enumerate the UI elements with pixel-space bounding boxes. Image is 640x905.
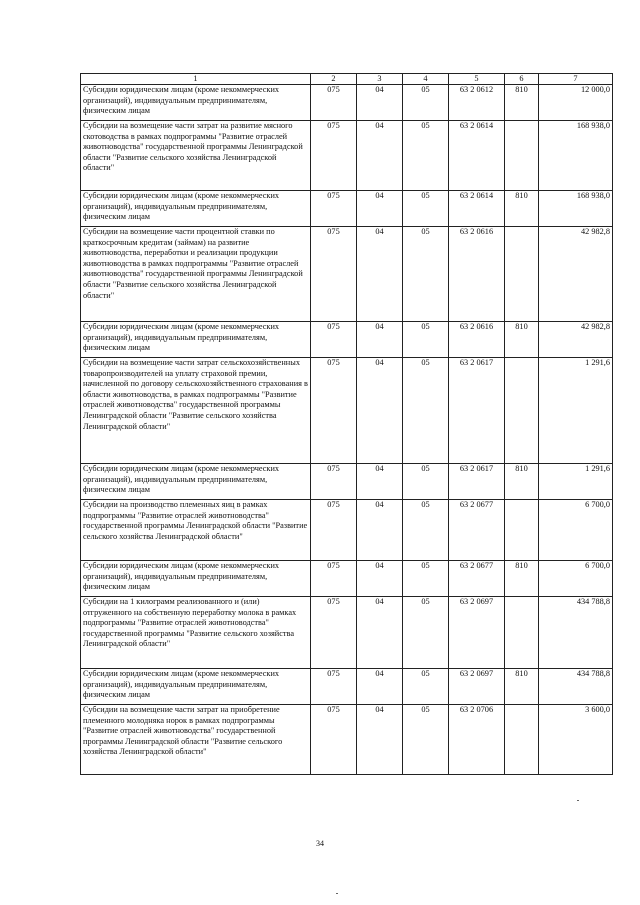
row-subsection-code: 05 xyxy=(403,705,449,775)
row-subsection-code: 05 xyxy=(403,121,449,191)
row-target-code: 63 2 0614 xyxy=(449,121,505,191)
row-section-code: 04 xyxy=(357,121,403,191)
row-target-code: 63 2 0617 xyxy=(449,464,505,500)
row-expense-type xyxy=(505,705,539,775)
row-amount: 6 700,0 xyxy=(539,561,613,597)
row-expense-type: 810 xyxy=(505,322,539,358)
row-section-code: 04 xyxy=(357,669,403,705)
row-amount: 434 788,8 xyxy=(539,669,613,705)
row-expense-type: 810 xyxy=(505,464,539,500)
row-target-code: 63 2 0677 xyxy=(449,500,505,561)
row-ministry-code: 075 xyxy=(311,669,357,705)
row-target-code: 63 2 0616 xyxy=(449,227,505,322)
scan-speck xyxy=(336,893,338,894)
table-row xyxy=(81,227,613,322)
row-target-code: 63 2 0677 xyxy=(449,561,505,597)
row-name: Субсидии юридическим лицам (кроме некоммерческих организаций), индивидуальным предпринимателям, физическим лицам xyxy=(81,85,311,121)
row-name: Субсидии юридическим лицам (кроме некоммерческих организаций), индивидуальным предпринимателям, физическим лицам xyxy=(81,322,311,358)
header-col-6: 6 xyxy=(505,74,539,85)
row-name: Субсидии юридическим лицам (кроме некоммерческих организаций), индивидуальным предпринимателям, физическим лицам xyxy=(81,464,311,500)
row-subsection-code: 05 xyxy=(403,358,449,464)
row-amount: 3 600,0 xyxy=(539,705,613,775)
row-expense-type xyxy=(505,358,539,464)
table-row xyxy=(81,500,613,561)
header-col-3: 3 xyxy=(357,74,403,85)
row-ministry-code: 075 xyxy=(311,464,357,500)
row-name: Субсидии на возмещение части процентной ставки по краткосрочным кредитам (займам) на развитие животноводства, переработки и реализации продукции животноводства в рамках подпрограммы "Развитие отраслей животноводства" государственной программы Ленинградской области "Развитие сельского хозяйства Ленинградской области" xyxy=(81,227,311,322)
row-amount: 42 982,8 xyxy=(539,322,613,358)
row-amount: 168 938,0 xyxy=(539,191,613,227)
row-subsection-code: 05 xyxy=(403,597,449,669)
page-number: 34 xyxy=(316,839,324,848)
header-col-4: 4 xyxy=(403,74,449,85)
row-subsection-code: 05 xyxy=(403,85,449,121)
row-subsection-code: 05 xyxy=(403,669,449,705)
row-name: Субсидии на 1 килограмм реализованного и (или) отгруженного на собственную переработку молока в рамках подпрограммы "Развитие отраслей животноводства" государственной программы "Развитие сельского хозяйства Ленинградской области" xyxy=(81,597,311,669)
header-col-2: 2 xyxy=(311,74,357,85)
row-subsection-code: 05 xyxy=(403,227,449,322)
header-col-1: 1 xyxy=(81,74,311,85)
row-name: Субсидии юридическим лицам (кроме некоммерческих организаций), индивидуальным предпринимателям, физическим лицам xyxy=(81,669,311,705)
row-expense-type: 810 xyxy=(505,85,539,121)
row-name: Субсидии на производство племенных яиц в рамках подпрограммы "Развитие отраслей животноводства" государственной программы Ленинградской области "Развитие сельского хозяйства Ленинградской области" xyxy=(81,500,311,561)
row-amount: 12 000,0 xyxy=(539,85,613,121)
table-row xyxy=(81,597,613,669)
row-ministry-code: 075 xyxy=(311,85,357,121)
header-col-5: 5 xyxy=(449,74,505,85)
header-col-7: 7 xyxy=(539,74,613,85)
row-ministry-code: 075 xyxy=(311,500,357,561)
scan-speck xyxy=(577,800,579,801)
row-amount: 1 291,6 xyxy=(539,464,613,500)
table-row xyxy=(81,358,613,464)
row-section-code: 04 xyxy=(357,500,403,561)
row-ministry-code: 075 xyxy=(311,597,357,669)
row-ministry-code: 075 xyxy=(311,358,357,464)
row-target-code: 63 2 0617 xyxy=(449,358,505,464)
row-ministry-code: 075 xyxy=(311,705,357,775)
row-target-code: 63 2 0612 xyxy=(449,85,505,121)
row-subsection-code: 05 xyxy=(403,561,449,597)
row-name: Субсидии юридическим лицам (кроме некоммерческих организаций), индивидуальным предпринимателям, физическим лицам xyxy=(81,561,311,597)
row-section-code: 04 xyxy=(357,358,403,464)
row-section-code: 04 xyxy=(357,597,403,669)
table-row xyxy=(81,669,613,705)
row-section-code: 04 xyxy=(357,191,403,227)
row-target-code: 63 2 0616 xyxy=(449,322,505,358)
row-ministry-code: 075 xyxy=(311,121,357,191)
row-subsection-code: 05 xyxy=(403,191,449,227)
row-section-code: 04 xyxy=(357,561,403,597)
header-row xyxy=(81,74,613,85)
row-ministry-code: 075 xyxy=(311,191,357,227)
row-amount: 434 788,8 xyxy=(539,597,613,669)
row-name: Субсидии юридическим лицам (кроме некоммерческих организаций), индивидуальным предпринимателям, физическим лицам xyxy=(81,191,311,227)
row-expense-type: 810 xyxy=(505,669,539,705)
row-target-code: 63 2 0697 xyxy=(449,669,505,705)
row-section-code: 04 xyxy=(357,322,403,358)
table-row xyxy=(81,705,613,775)
row-name: Субсидии на возмещение части затрат сельскохозяйственных товаропроизводителей на уплату страховой премии, начисленной по договору сельскохозяйственного страхования в области животноводства, в рамках подпрограммы "Развитие отраслей животноводства" государственной программы Ленинградской области "Развитие сельского хозяйства Ленинградской области" xyxy=(81,358,311,464)
table-row xyxy=(81,121,613,191)
row-amount: 6 700,0 xyxy=(539,500,613,561)
row-expense-type xyxy=(505,121,539,191)
row-name: Субсидии на возмещение части затрат на приобретение племенного молодняка норок в рамках подпрограммы "Развитие отраслей животноводства" государственной программы Ленинградской области "Развитие сельского хозяйства Ленинградской области" xyxy=(81,705,311,775)
row-section-code: 04 xyxy=(357,705,403,775)
row-subsection-code: 05 xyxy=(403,322,449,358)
row-amount: 42 982,8 xyxy=(539,227,613,322)
row-ministry-code: 075 xyxy=(311,227,357,322)
row-target-code: 63 2 0697 xyxy=(449,597,505,669)
row-amount: 1 291,6 xyxy=(539,358,613,464)
table-row xyxy=(81,561,613,597)
row-ministry-code: 075 xyxy=(311,322,357,358)
table-row xyxy=(81,191,613,227)
row-expense-type xyxy=(505,227,539,322)
row-target-code: 63 2 0614 xyxy=(449,191,505,227)
row-subsection-code: 05 xyxy=(403,464,449,500)
table-row xyxy=(81,464,613,500)
row-amount: 168 938,0 xyxy=(539,121,613,191)
row-section-code: 04 xyxy=(357,227,403,322)
row-expense-type: 810 xyxy=(505,191,539,227)
row-target-code: 63 2 0706 xyxy=(449,705,505,775)
table-row xyxy=(81,322,613,358)
budget-table xyxy=(80,73,613,775)
table-row xyxy=(81,85,613,121)
row-ministry-code: 075 xyxy=(311,561,357,597)
row-section-code: 04 xyxy=(357,85,403,121)
row-section-code: 04 xyxy=(357,464,403,500)
row-expense-type xyxy=(505,500,539,561)
row-expense-type: 810 xyxy=(505,561,539,597)
row-name: Субсидии на возмещение части затрат на развитие мясного скотоводства в рамках подпрограммы "Развитие отраслей животноводства" государственной программы Ленинградской области "Развитие сельского хозяйства Ленинградской области" xyxy=(81,121,311,191)
row-expense-type xyxy=(505,597,539,669)
row-subsection-code: 05 xyxy=(403,500,449,561)
